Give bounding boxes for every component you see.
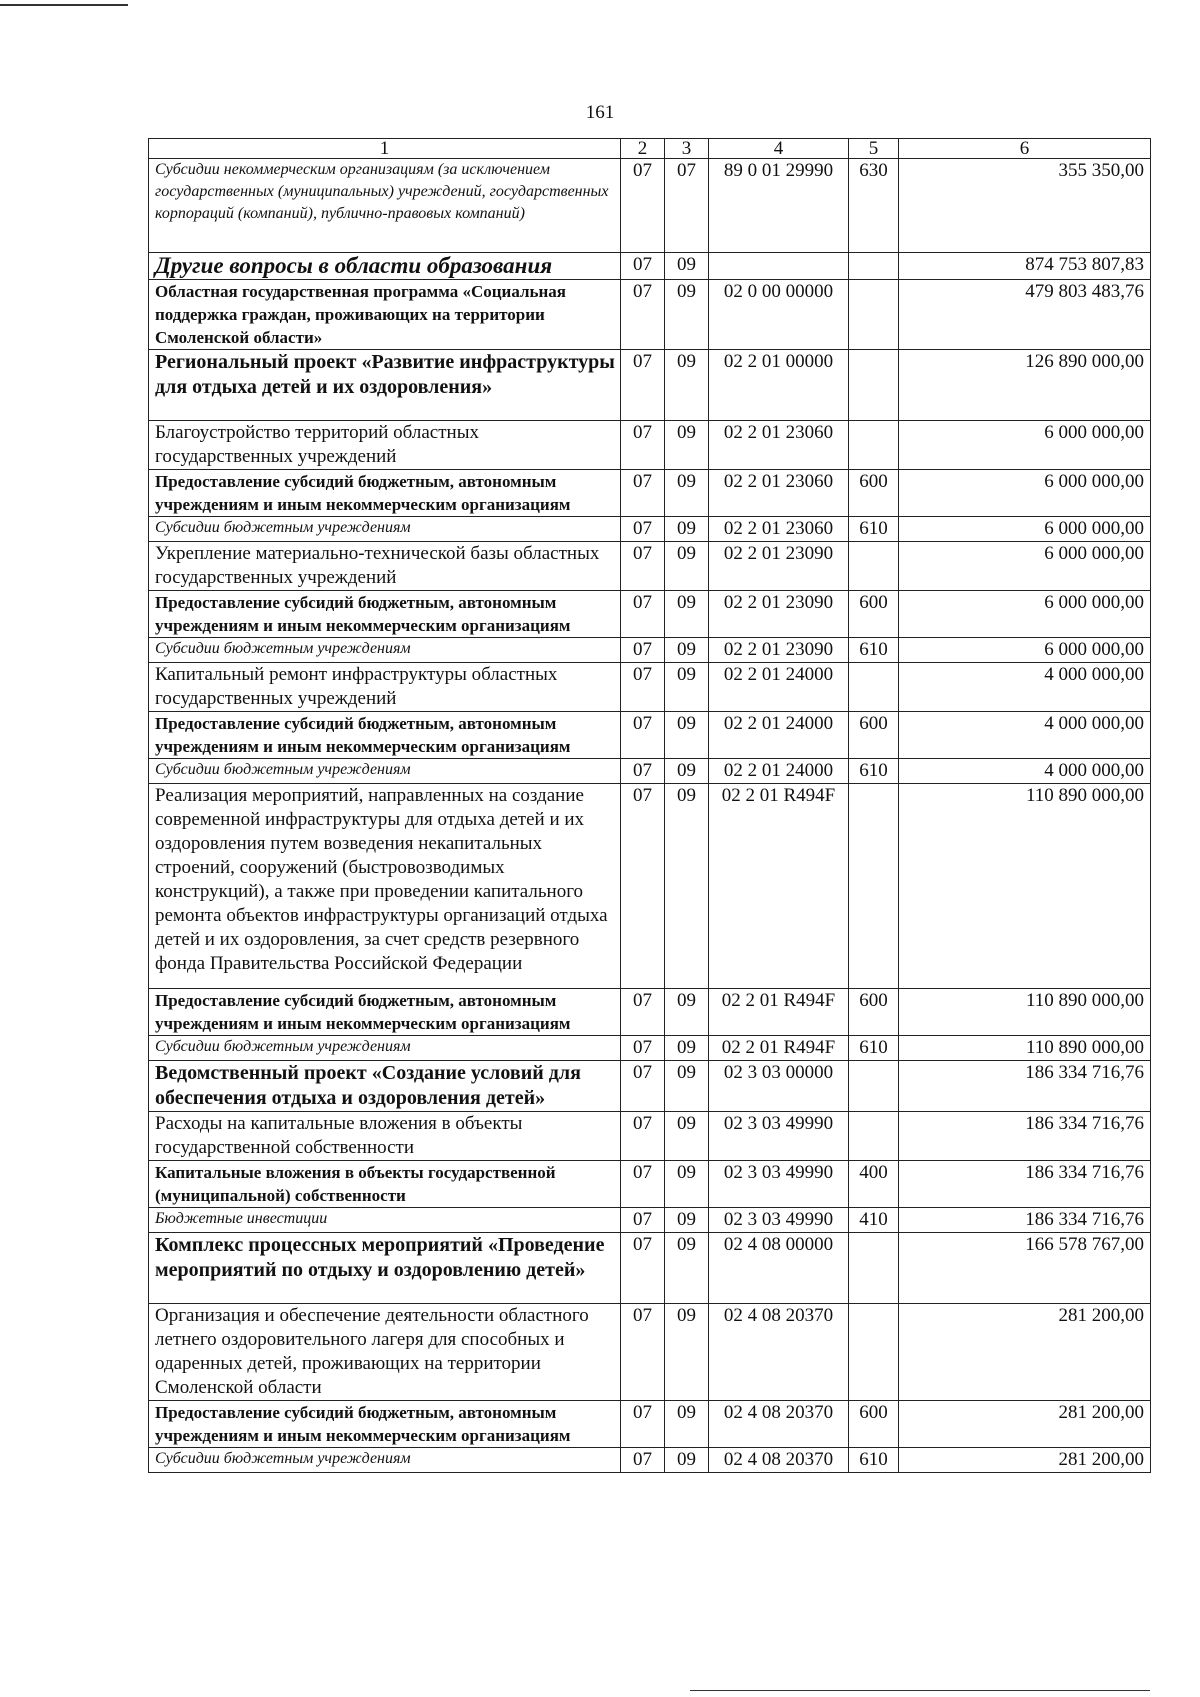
row-subsection-cell: 09 <box>665 591 709 638</box>
row-section-cell: 07 <box>621 1233 665 1304</box>
row-subsection-cell: 09 <box>665 784 709 989</box>
row-subsection-cell: 09 <box>665 712 709 759</box>
row-amount-cell: 281 200,00 <box>899 1304 1151 1401</box>
row-section-cell: 07 <box>621 1112 665 1161</box>
row-name-cell: Капитальный ремонт инфраструктуры областных государственных учреждений <box>149 663 621 712</box>
table-row <box>149 989 1151 1036</box>
table-row <box>149 1112 1151 1161</box>
row-expense-type-cell: 400 <box>849 1161 899 1208</box>
row-section-cell: 07 <box>621 542 665 591</box>
row-amount-cell: 166 578 767,00 <box>899 1233 1151 1304</box>
row-section-cell: 07 <box>621 280 665 350</box>
row-amount-cell: 126 890 000,00 <box>899 350 1151 421</box>
row-name-cell: Субсидии бюджетным учреждениям <box>149 638 621 663</box>
row-expense-type-cell <box>849 350 899 421</box>
row-name-cell: Предоставление субсидий бюджетным, автономным учреждениям и иным некоммерческим организациям <box>149 1401 621 1448</box>
row-name-cell: Субсидии некоммерческим организациям (за исключением государственных (муниципальных) учреждений, государственных корпораций (компаний), публично-правовых компаний) <box>149 159 621 253</box>
row-name-cell: Региональный проект «Развитие инфраструктуры для отдыха детей и их оздоровления» <box>149 350 621 421</box>
row-subsection-cell: 09 <box>665 1448 709 1473</box>
row-amount-cell: 4 000 000,00 <box>899 759 1151 784</box>
row-amount-cell: 6 000 000,00 <box>899 517 1151 542</box>
row-expense-type-cell <box>849 253 899 280</box>
row-target-code-cell: 02 2 01 23090 <box>709 638 849 663</box>
row-name-cell: Ведомственный проект «Создание условий для обеспечения отдыха и оздоровления детей» <box>149 1061 621 1112</box>
row-amount-cell: 6 000 000,00 <box>899 638 1151 663</box>
row-amount-cell: 4 000 000,00 <box>899 712 1151 759</box>
row-name-cell: Субсидии бюджетным учреждениям <box>149 517 621 542</box>
row-expense-type-cell: 600 <box>849 712 899 759</box>
row-subsection-cell: 09 <box>665 1208 709 1233</box>
row-name-cell: Предоставление субсидий бюджетным, автономным учреждениям и иным некоммерческим организациям <box>149 989 621 1036</box>
table-row <box>149 712 1151 759</box>
row-target-code-cell: 02 2 01 R494F <box>709 784 849 989</box>
row-subsection-cell: 09 <box>665 517 709 542</box>
row-name-cell: Субсидии бюджетным учреждениям <box>149 1036 621 1061</box>
row-expense-type-cell: 410 <box>849 1208 899 1233</box>
row-expense-type-cell: 600 <box>849 470 899 517</box>
row-target-code-cell: 02 0 00 00000 <box>709 280 849 350</box>
row-expense-type-cell <box>849 663 899 712</box>
row-expense-type-cell: 600 <box>849 591 899 638</box>
row-name-cell: Другие вопросы в области образования <box>149 253 621 280</box>
row-expense-type-cell <box>849 1233 899 1304</box>
row-target-code-cell: 02 2 01 R494F <box>709 1036 849 1061</box>
row-expense-type-cell: 610 <box>849 638 899 663</box>
row-subsection-cell: 09 <box>665 350 709 421</box>
row-section-cell: 07 <box>621 517 665 542</box>
table-row <box>149 470 1151 517</box>
row-expense-type-cell: 610 <box>849 759 899 784</box>
row-subsection-cell: 09 <box>665 253 709 280</box>
row-target-code-cell: 02 3 03 49990 <box>709 1161 849 1208</box>
row-subsection-cell: 09 <box>665 638 709 663</box>
row-amount-cell: 355 350,00 <box>899 159 1151 253</box>
row-section-cell: 07 <box>621 253 665 280</box>
row-name-cell: Организация и обеспечение деятельности областного летнего оздоровительного лагеря для способных и одаренных детей, проживающих на территории Смоленской области <box>149 1304 621 1401</box>
row-name-cell: Субсидии бюджетным учреждениям <box>149 759 621 784</box>
row-target-code-cell: 02 2 01 23090 <box>709 542 849 591</box>
row-amount-cell: 186 334 716,76 <box>899 1112 1151 1161</box>
row-target-code-cell: 02 2 01 24000 <box>709 663 849 712</box>
row-amount-cell: 4 000 000,00 <box>899 663 1151 712</box>
row-expense-type-cell: 610 <box>849 1036 899 1061</box>
table-row <box>149 1304 1151 1401</box>
row-target-code-cell: 02 4 08 20370 <box>709 1401 849 1448</box>
row-amount-cell: 6 000 000,00 <box>899 421 1151 470</box>
row-amount-cell: 186 334 716,76 <box>899 1061 1151 1112</box>
row-section-cell: 07 <box>621 591 665 638</box>
row-subsection-cell: 09 <box>665 421 709 470</box>
row-expense-type-cell: 630 <box>849 159 899 253</box>
row-name-cell: Благоустройство территорий областных государственных учреждений <box>149 421 621 470</box>
table-row <box>149 1208 1151 1233</box>
row-name-cell: Предоставление субсидий бюджетным, автономным учреждениям и иным некоммерческим организациям <box>149 712 621 759</box>
row-amount-cell: 110 890 000,00 <box>899 784 1151 989</box>
row-target-code-cell: 02 2 01 24000 <box>709 759 849 784</box>
scan-edge-line-top <box>0 4 128 6</box>
row-name-cell: Бюджетные инвестиции <box>149 1208 621 1233</box>
row-name-cell: Расходы на капитальные вложения в объекты государственной собственности <box>149 1112 621 1161</box>
row-target-code-cell: 02 3 03 00000 <box>709 1061 849 1112</box>
row-amount-cell: 6 000 000,00 <box>899 542 1151 591</box>
row-subsection-cell: 09 <box>665 759 709 784</box>
row-subsection-cell: 09 <box>665 1304 709 1401</box>
table-row <box>149 542 1151 591</box>
row-amount-cell: 281 200,00 <box>899 1448 1151 1473</box>
row-name-cell: Предоставление субсидий бюджетным, автономным учреждениям и иным некоммерческим организациям <box>149 591 621 638</box>
table-row <box>149 638 1151 663</box>
row-subsection-cell: 09 <box>665 280 709 350</box>
row-section-cell: 07 <box>621 350 665 421</box>
row-amount-cell: 6 000 000,00 <box>899 470 1151 517</box>
page-number: 161 <box>585 102 615 123</box>
row-expense-type-cell <box>849 542 899 591</box>
row-expense-type-cell <box>849 421 899 470</box>
table-row <box>149 1448 1151 1473</box>
row-name-cell: Капитальные вложения в объекты государственной (муниципальной) собственности <box>149 1161 621 1208</box>
header-cell-4: 4 <box>709 139 849 159</box>
table-body <box>149 139 1151 1473</box>
row-section-cell: 07 <box>621 1161 665 1208</box>
row-section-cell: 07 <box>621 638 665 663</box>
row-amount-cell: 479 803 483,76 <box>899 280 1151 350</box>
row-name-cell: Областная государственная программа «Социальная поддержка граждан, проживающих на территории Смоленской области» <box>149 280 621 350</box>
row-target-code-cell: 02 3 03 49990 <box>709 1112 849 1161</box>
row-amount-cell: 6 000 000,00 <box>899 591 1151 638</box>
table-row <box>149 159 1151 253</box>
table-row <box>149 1401 1151 1448</box>
row-subsection-cell: 09 <box>665 1061 709 1112</box>
row-section-cell: 07 <box>621 1036 665 1061</box>
row-subsection-cell: 09 <box>665 470 709 517</box>
row-subsection-cell: 09 <box>665 542 709 591</box>
row-target-code-cell: 02 2 01 23090 <box>709 591 849 638</box>
row-section-cell: 07 <box>621 1401 665 1448</box>
row-target-code-cell: 02 4 08 00000 <box>709 1233 849 1304</box>
row-target-code-cell: 02 2 01 00000 <box>709 350 849 421</box>
header-cell-2: 2 <box>621 139 665 159</box>
row-name-cell: Субсидии бюджетным учреждениям <box>149 1448 621 1473</box>
table-row <box>149 1036 1151 1061</box>
row-section-cell: 07 <box>621 159 665 253</box>
table-row <box>149 1061 1151 1112</box>
row-name-cell: Предоставление субсидий бюджетным, автономным учреждениям и иным некоммерческим организациям <box>149 470 621 517</box>
row-subsection-cell: 09 <box>665 1401 709 1448</box>
table-header-row <box>149 139 1151 159</box>
row-amount-cell: 186 334 716,76 <box>899 1161 1151 1208</box>
row-expense-type-cell <box>849 1304 899 1401</box>
row-section-cell: 07 <box>621 784 665 989</box>
row-subsection-cell: 09 <box>665 1112 709 1161</box>
table-row <box>149 421 1151 470</box>
header-cell-3: 3 <box>665 139 709 159</box>
row-section-cell: 07 <box>621 759 665 784</box>
row-section-cell: 07 <box>621 1208 665 1233</box>
table-row <box>149 784 1151 989</box>
row-expense-type-cell <box>849 280 899 350</box>
table-row <box>149 1161 1151 1208</box>
table-row <box>149 280 1151 350</box>
row-expense-type-cell: 600 <box>849 989 899 1036</box>
row-amount-cell: 110 890 000,00 <box>899 1036 1151 1061</box>
row-target-code-cell: 02 4 08 20370 <box>709 1448 849 1473</box>
table-row <box>149 517 1151 542</box>
row-amount-cell: 110 890 000,00 <box>899 989 1151 1036</box>
row-section-cell: 07 <box>621 470 665 517</box>
header-cell-5: 5 <box>849 139 899 159</box>
row-section-cell: 07 <box>621 663 665 712</box>
row-name-cell: Укрепление материально-технической базы областных государственных учреждений <box>149 542 621 591</box>
row-subsection-cell: 09 <box>665 1161 709 1208</box>
row-amount-cell: 186 334 716,76 <box>899 1208 1151 1233</box>
table-row <box>149 1233 1151 1304</box>
table-row <box>149 350 1151 421</box>
row-subsection-cell: 09 <box>665 1036 709 1061</box>
row-section-cell: 07 <box>621 712 665 759</box>
row-target-code-cell: 02 2 01 23060 <box>709 470 849 517</box>
row-amount-cell: 874 753 807,83 <box>899 253 1151 280</box>
row-subsection-cell: 09 <box>665 663 709 712</box>
row-target-code-cell <box>709 253 849 280</box>
row-expense-type-cell: 600 <box>849 1401 899 1448</box>
row-section-cell: 07 <box>621 1448 665 1473</box>
row-subsection-cell: 07 <box>665 159 709 253</box>
table-row <box>149 253 1151 280</box>
row-target-code-cell: 02 4 08 20370 <box>709 1304 849 1401</box>
row-section-cell: 07 <box>621 989 665 1036</box>
row-expense-type-cell <box>849 1061 899 1112</box>
row-expense-type-cell: 610 <box>849 1448 899 1473</box>
row-target-code-cell: 89 0 01 29990 <box>709 159 849 253</box>
row-target-code-cell: 02 2 01 23060 <box>709 517 849 542</box>
row-subsection-cell: 09 <box>665 989 709 1036</box>
budget-table <box>148 138 1151 1473</box>
header-cell-1: 1 <box>149 139 621 159</box>
table-row <box>149 759 1151 784</box>
row-expense-type-cell <box>849 784 899 989</box>
row-section-cell: 07 <box>621 1304 665 1401</box>
row-target-code-cell: 02 3 03 49990 <box>709 1208 849 1233</box>
row-name-cell: Комплекс процессных мероприятий «Проведение мероприятий по отдыху и оздоровлению детей» <box>149 1233 621 1304</box>
header-cell-6: 6 <box>899 139 1151 159</box>
row-target-code-cell: 02 2 01 R494F <box>709 989 849 1036</box>
scan-edge-line-bottom <box>690 1690 1150 1691</box>
table-row <box>149 591 1151 638</box>
row-target-code-cell: 02 2 01 23060 <box>709 421 849 470</box>
row-section-cell: 07 <box>621 1061 665 1112</box>
row-expense-type-cell <box>849 1112 899 1161</box>
row-name-cell: Реализация мероприятий, направленных на создание современной инфраструктуры для отдыха детей и их оздоровления путем возведения некапитальных строений, сооружений (быстровозводимых конструкций), а также при проведении капитального ремонта объектов инфраструктуры организаций отдыха детей и их оздоровления, за счет средств резервного фонда Правительства Российской Федерации <box>149 784 621 989</box>
row-section-cell: 07 <box>621 421 665 470</box>
row-subsection-cell: 09 <box>665 1233 709 1304</box>
row-expense-type-cell: 610 <box>849 517 899 542</box>
row-target-code-cell: 02 2 01 24000 <box>709 712 849 759</box>
row-amount-cell: 281 200,00 <box>899 1401 1151 1448</box>
table-row <box>149 663 1151 712</box>
